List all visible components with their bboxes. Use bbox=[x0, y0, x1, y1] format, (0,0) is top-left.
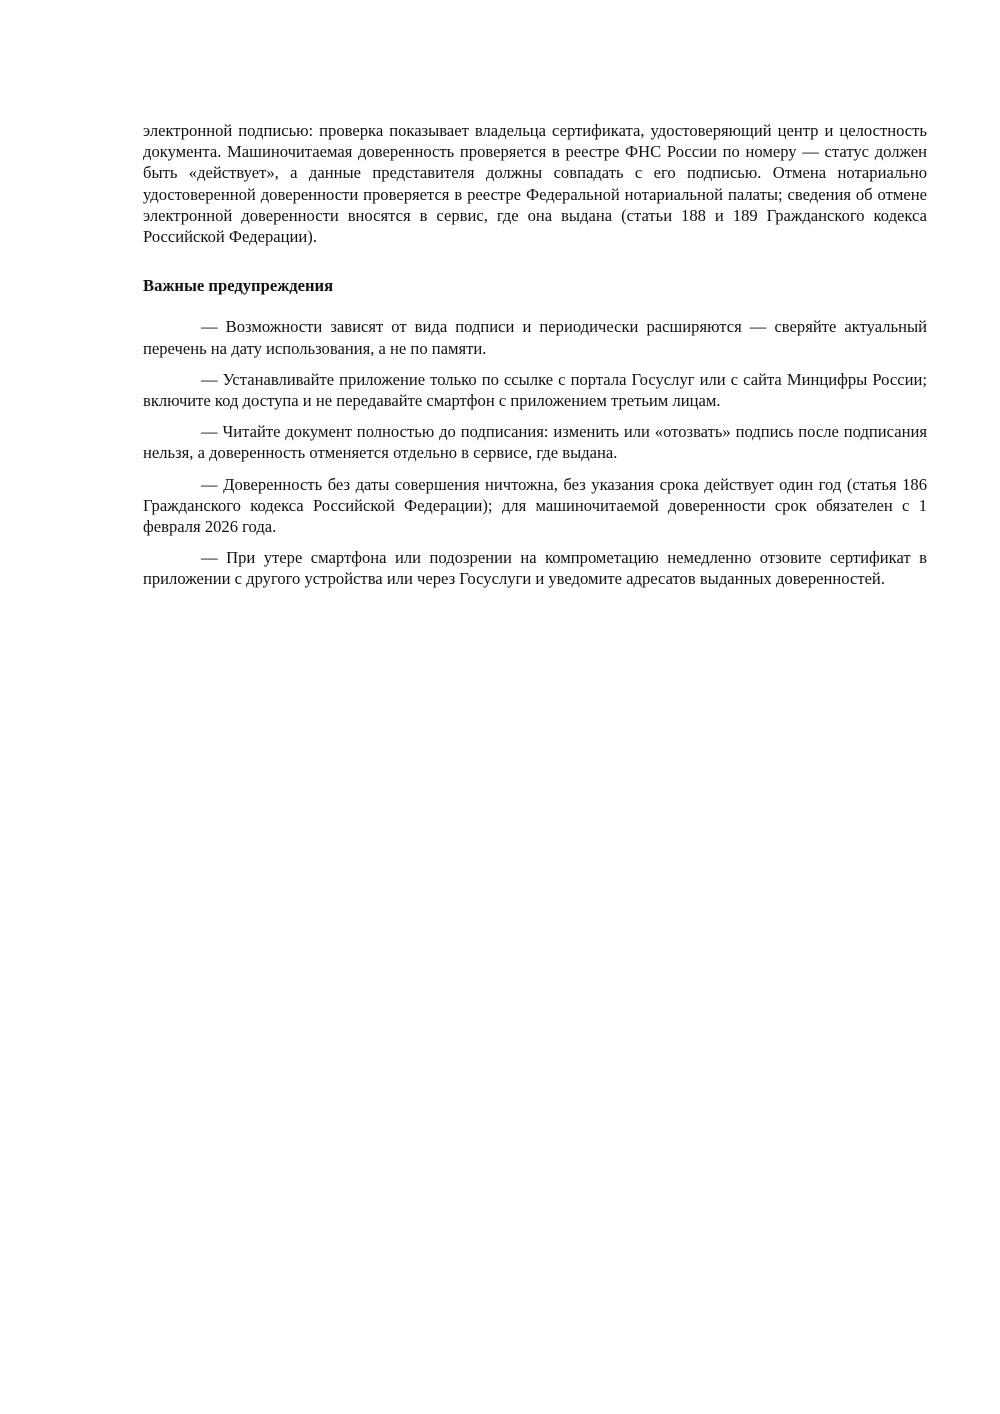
intro-paragraph: электронной подписью: проверка показывает владельца сертификата, удостоверяющий центр и целостность документа. Машиночитаемая доверенность проверяется в реестре ФНС России по номеру — статус должен быть «действует», а данные представителя должны совпадать с его подписью. Отмена нотариально удостоверенной доверенности проверяется в реестре Федеральной нотариальной палаты; сведения об отмене электронной доверенности вносятся в сервис, где она выдана (статьи 188 и 189 Гражданского кодекса Российской Федерации). bbox=[143, 121, 927, 247]
warnings-list bbox=[143, 316, 927, 589]
warning-item: — Возможности зависят от вида подписи и периодически расширяются — сверяйте актуальный перечень на дату использования, а не по памяти. bbox=[143, 317, 927, 358]
warning-item: — Устанавливайте приложение только по ссылке с портала Госуслуг или с сайта Минцифры России; включите код доступа и не передавайте смартфон с приложением третьим лицам. bbox=[143, 369, 927, 411]
warning-item: — При утере смартфона или подозрении на компрометацию немедленно отзовите сертификат в приложении с другого устройства или через Госуслуги и уведомите адресатов выданных доверенностей. bbox=[143, 548, 927, 589]
section-heading: Важные предупреждения bbox=[143, 276, 334, 296]
warning-item: — Доверенность без даты совершения ничтожна, без указания срока действует один год (статья 186 Гражданского кодекса Российской Федерации); для машиночитаемой доверенности срок обязателен с 1 февраля 2026 года. bbox=[143, 474, 927, 537]
document-page bbox=[143, 120, 927, 600]
warning-item: — Читайте документ полностью до подписания: изменить или «отозвать» подпись после подписания нельзя, а доверенность отменяется отдельно в сервисе, где выдана. bbox=[143, 422, 927, 463]
